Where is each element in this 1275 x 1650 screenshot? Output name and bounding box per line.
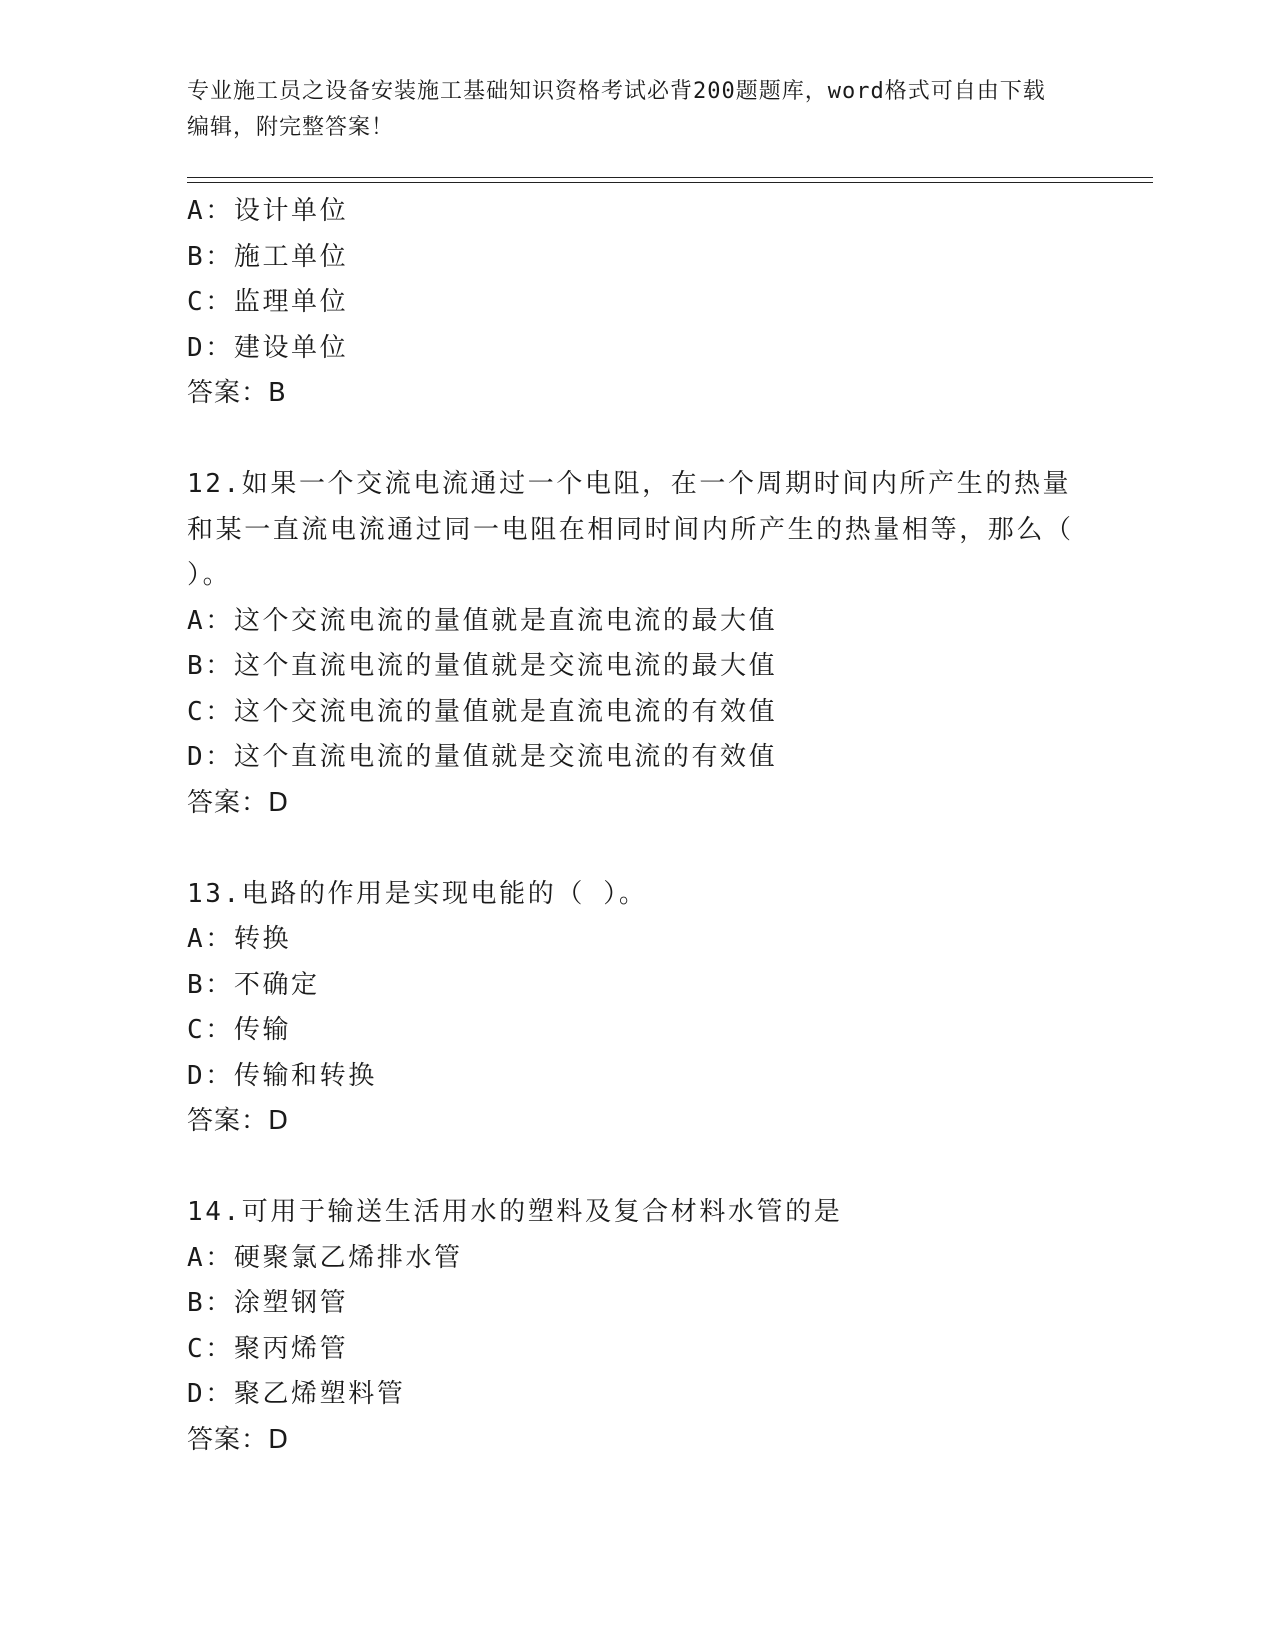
option-c: C：监理单位: [187, 287, 349, 317]
option-d: D：建设单位: [187, 332, 349, 363]
option-a: A：硬聚氯乙烯排水管: [187, 1242, 463, 1273]
option-a: A：转换: [187, 924, 292, 954]
answer-line: 答案：B: [187, 378, 287, 408]
question-13: [187, 872, 1087, 1145]
answer-line: 答案：D: [187, 787, 290, 818]
option-d: D：这个直流电流的量值就是交流电流的有效值: [187, 742, 778, 772]
header-rule-bottom: [187, 182, 1153, 183]
header-rule-top: [187, 177, 1153, 178]
option-b: B：涂塑钢管: [187, 1288, 349, 1318]
question-text: 13.电路的作用是实现电能的（ ）。: [187, 878, 648, 909]
option-b: B：不确定: [187, 969, 320, 1000]
question-text: 14.可用于输送生活用水的塑料及复合材料水管的是: [187, 1197, 843, 1227]
option-c: C：这个交流电流的量值就是直流电流的有效值: [187, 696, 778, 727]
option-a: A：设计单位: [187, 196, 349, 226]
option-c: C：聚丙烯管: [187, 1333, 349, 1364]
question-12: [187, 462, 1087, 826]
option-b: B：这个直流电流的量值就是交流电流的最大值: [187, 651, 778, 681]
option-b: B：施工单位: [187, 241, 349, 272]
question-14: [187, 1190, 1087, 1463]
answer-line: 答案：D: [187, 1106, 290, 1136]
document-header: 专业施工员之设备安装施工基础知识资格考试必背200题题库，word格式可自由下载编辑，附完整答案！: [187, 79, 1046, 140]
option-d: D：传输和转换: [187, 1060, 377, 1091]
question-11: [187, 189, 1087, 417]
answer-line: 答案：D: [187, 1424, 290, 1455]
option-d: D：聚乙烯塑料管: [187, 1379, 406, 1409]
question-list: [187, 189, 1087, 1463]
option-a: A：这个交流电流的量值就是直流电流的最大值: [187, 605, 778, 636]
question-text: 12.如果一个交流电流通过一个电阻，在一个周期时间内所产生的热量和某一直流电流通过同一电阻在相同时间内所产生的热量相等，那么（ ）。: [187, 469, 1074, 590]
option-c: C：传输: [187, 1015, 292, 1045]
